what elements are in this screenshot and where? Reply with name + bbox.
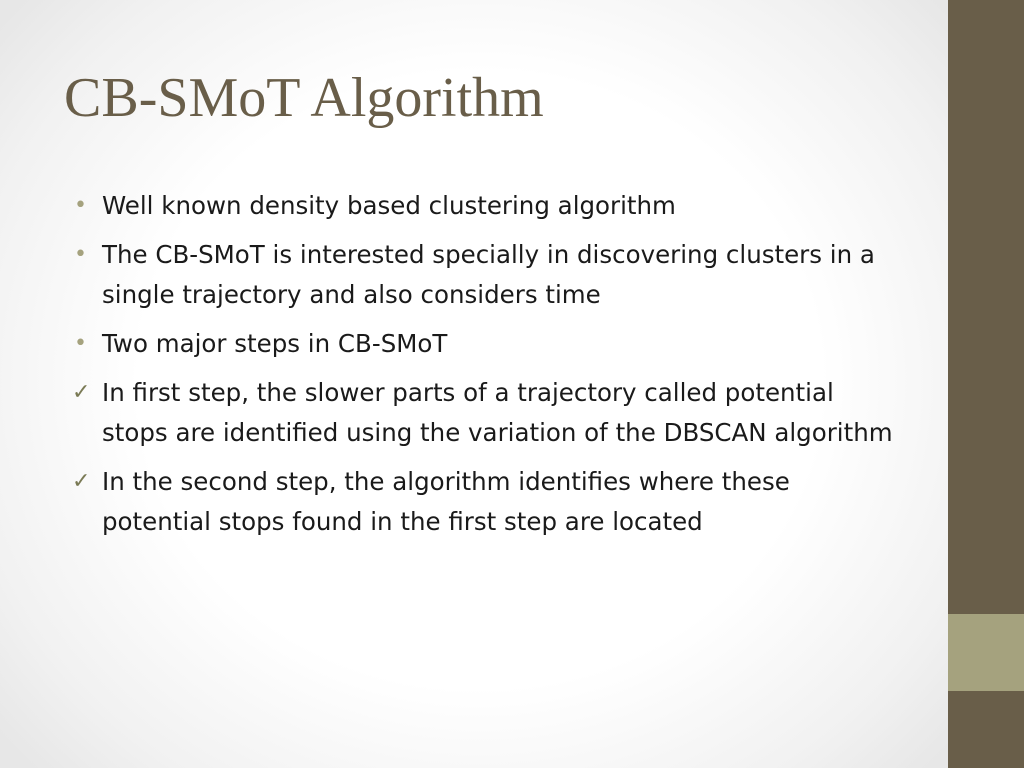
bullet-dot-icon: • (74, 242, 87, 267)
bullet-list (72, 186, 902, 551)
list-item-text: Well known density based clustering algorithm (102, 191, 676, 220)
list-item-text: The CB-SMoT is interested specially in discovering clusters in a single trajectory and also considers time (102, 240, 875, 309)
list-item (72, 373, 902, 453)
bullet-dot-icon: • (74, 331, 87, 356)
checkmark-icon: ✓ (72, 380, 91, 405)
list-item (72, 324, 902, 364)
list-item (72, 462, 902, 542)
list-item (72, 235, 902, 315)
list-item-text: Two major steps in CB-SMoT (102, 329, 448, 358)
slide-title: CB-SMoT Algorithm (64, 67, 544, 129)
bullet-dot-icon: • (74, 193, 87, 218)
list-item-text: In the second step, the algorithm identifies where these potential stops found in the first step are located (102, 467, 790, 536)
list-item (72, 186, 902, 226)
list-item-text: In first step, the slower parts of a trajectory called potential stops are identified using the variation of the DBSCAN algorithm (102, 378, 893, 447)
checkmark-icon: ✓ (72, 469, 91, 494)
side-accent-block (948, 614, 1024, 691)
